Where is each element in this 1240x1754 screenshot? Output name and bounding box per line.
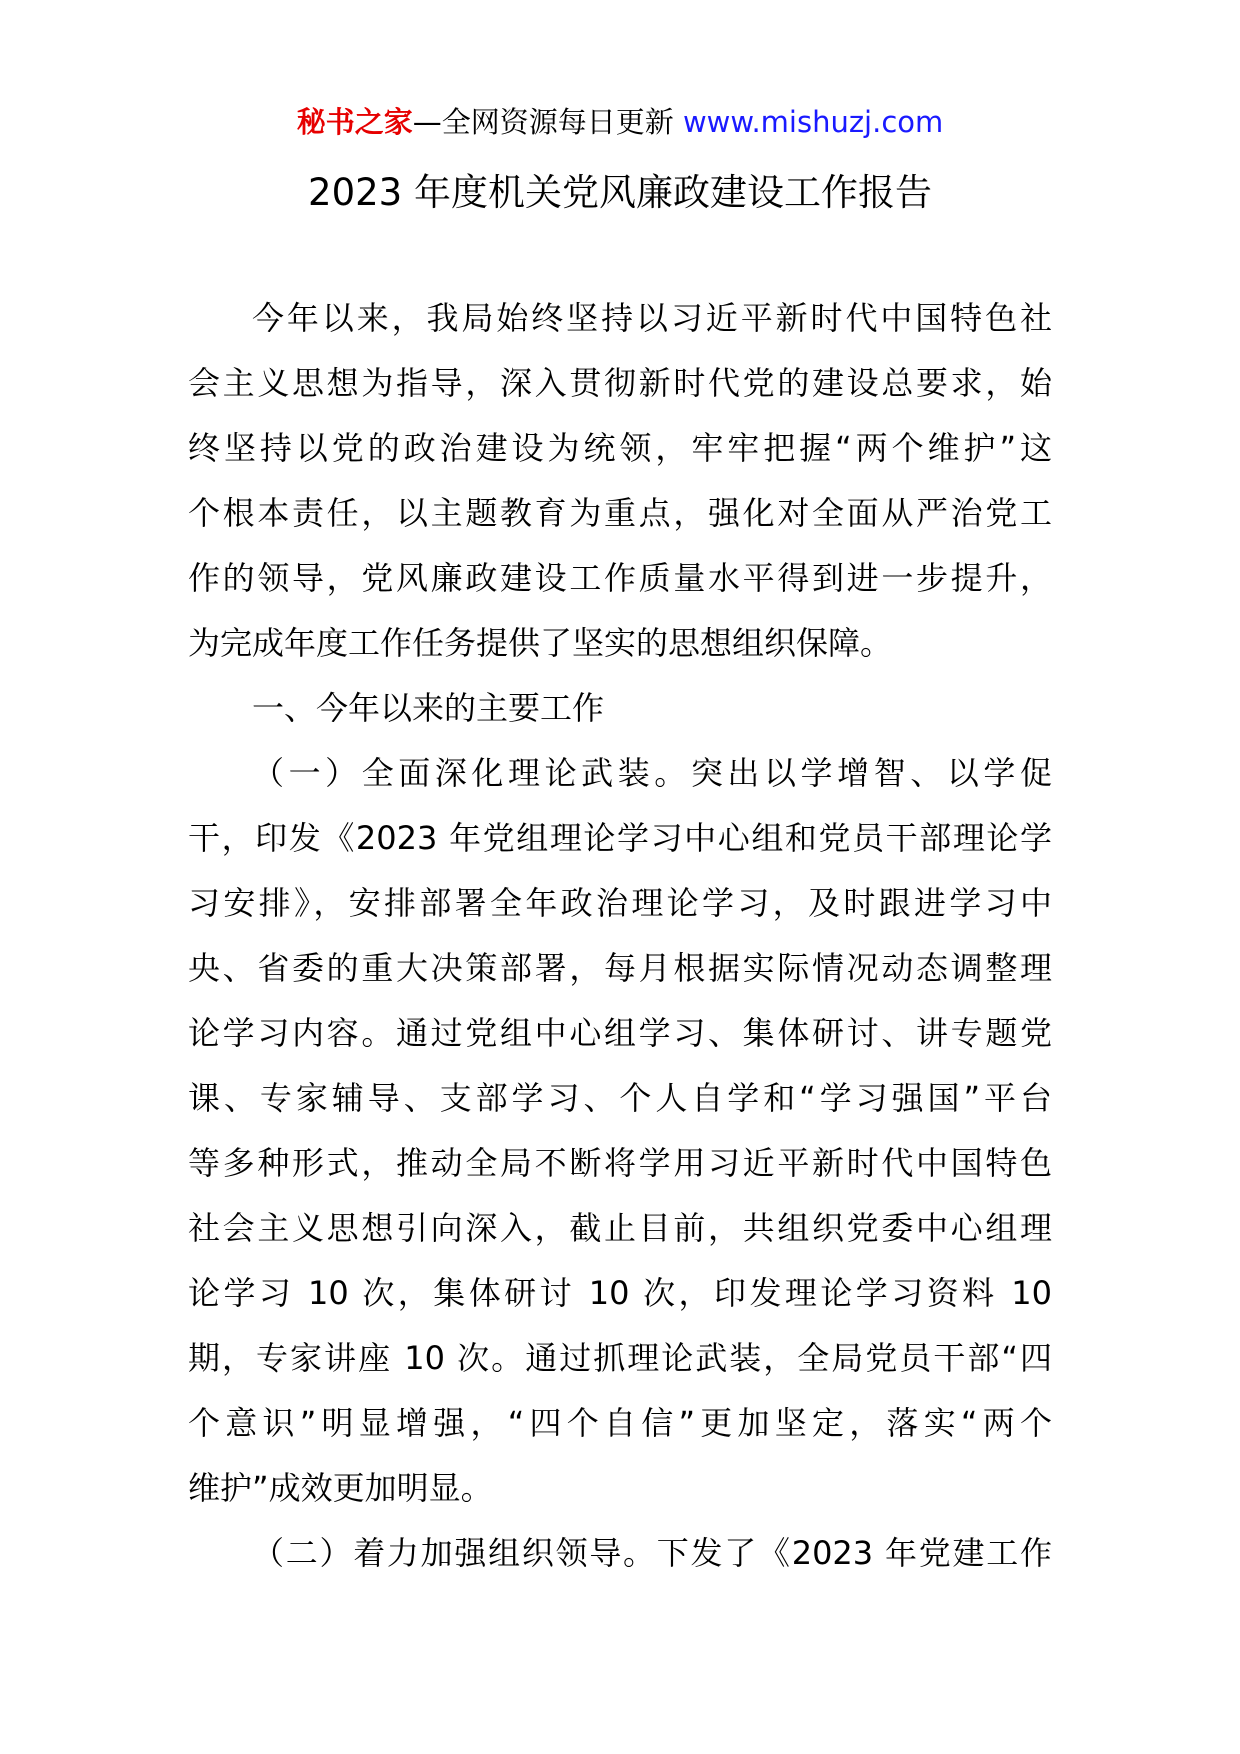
text-line: 个意识”明显增强，“四个自信”更加坚定，落实“两个 xyxy=(188,1404,1052,1442)
text-line: （二）着力加强组织领导。下发了《2023 年党建工作 xyxy=(252,1534,1052,1572)
paragraph-organization xyxy=(188,1521,1052,1586)
text-line: 期，专家讲座 10 次。通过抓理论武装，全局党员干部“四 xyxy=(188,1339,1052,1377)
text-line: 作的领导，党风廉政建设工作质量水平得到进一步提升， xyxy=(188,559,1052,597)
text-line: 干，印发《2023 年党组理论学习中心组和党员干部理论学 xyxy=(188,819,1052,857)
text-line: 一、今年以来的主要工作 xyxy=(252,689,605,727)
paragraph-intro xyxy=(188,286,1052,676)
document-title: 2023 年度机关党风廉政建设工作报告 xyxy=(308,171,932,214)
text-line: 维护”成效更加明显。 xyxy=(188,1469,493,1507)
text-line: 会主义思想为指导，深入贯彻新时代党的建设总要求，始 xyxy=(188,364,1052,402)
text-line: 央、省委的重大决策部署，每月根据实际情况动态调整理 xyxy=(188,949,1052,987)
brand-name: 秘书之家 xyxy=(296,105,413,139)
document-body xyxy=(188,286,1052,1586)
text-line: 论学习内容。通过党组中心组学习、集体研讨、讲专题党 xyxy=(188,1014,1052,1052)
header-tagline: —全网资源每日更新 xyxy=(412,105,674,139)
text-line: 终坚持以党的政治建设为统领，牢牢把握“两个维护”这 xyxy=(188,429,1052,467)
paragraph-theory xyxy=(188,741,1052,1521)
text-line: （一）全面深化理论武装。突出以学增智、以学促 xyxy=(252,754,1052,792)
text-line: 为完成年度工作任务提供了坚实的思想组织保障。 xyxy=(188,624,893,662)
text-line: 课、专家辅导、支部学习、个人自学和“学习强国”平台 xyxy=(188,1079,1052,1117)
text-line: 社会主义思想引向深入，截止目前，共组织党委中心组理 xyxy=(188,1209,1052,1247)
text-line: 等多种形式，推动全局不断将学用习近平新时代中国特色 xyxy=(188,1144,1052,1182)
text-line: 论学习 10 次，集体研讨 10 次，印发理论学习资料 10 xyxy=(188,1274,1052,1312)
section-heading xyxy=(188,676,1052,741)
site-url-link[interactable]: www.mishuzj.com xyxy=(682,105,944,139)
text-line: 今年以来，我局始终坚持以习近平新时代中国特色社 xyxy=(252,299,1052,337)
text-line: 习安排》，安排部署全年政治理论学习，及时跟进学习中 xyxy=(188,884,1052,922)
site-header xyxy=(0,100,1240,144)
text-line: 个根本责任，以主题教育为重点，强化对全面从严治党工 xyxy=(188,494,1052,532)
